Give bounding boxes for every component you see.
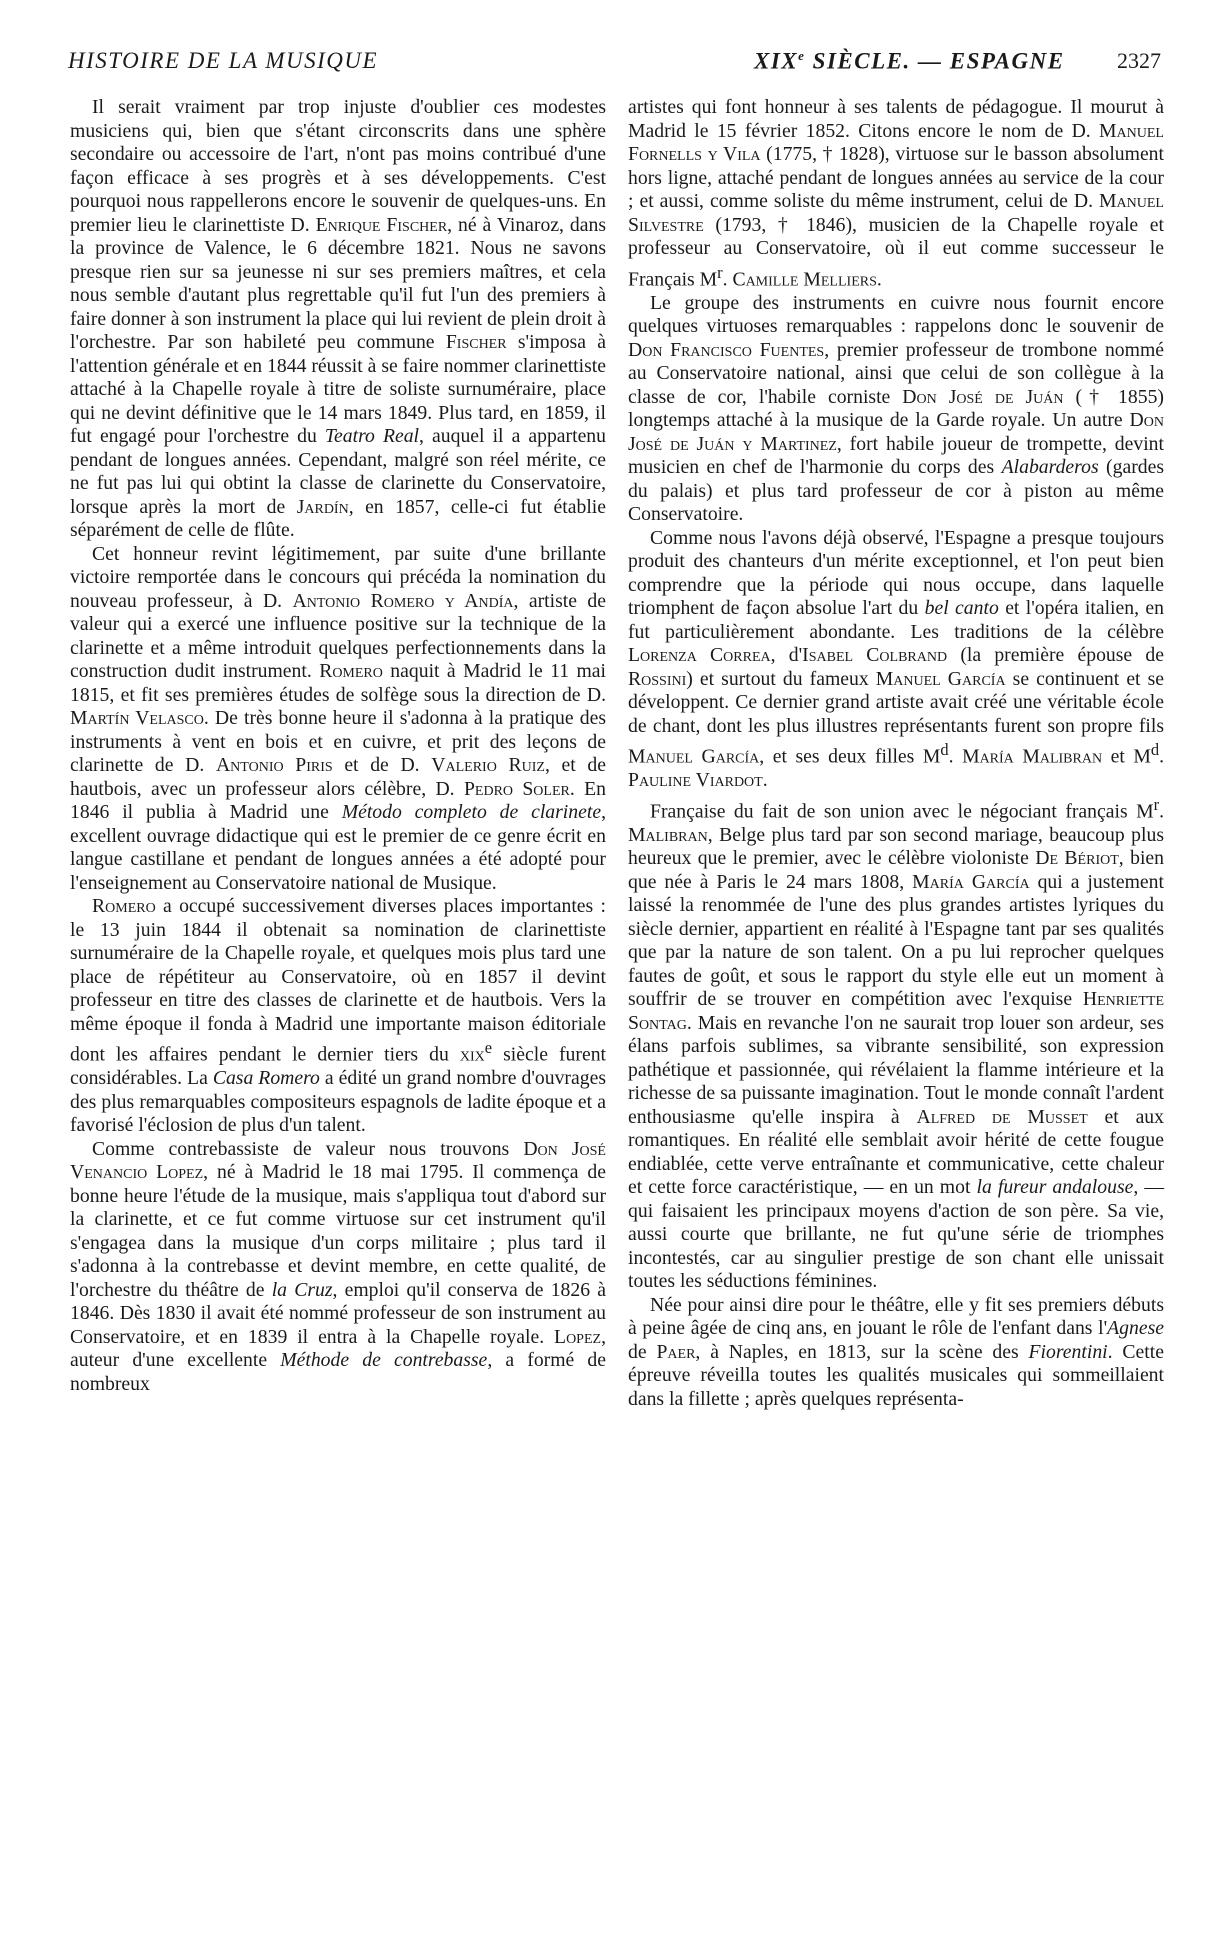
running-header: [68, 48, 1161, 84]
paragraph: Romero a occupé successivement diverses places importantes : le 13 juin 1844 il obtenait sa nomination de clarinettiste surnuméraire de la Chapelle royale, et quelques mois plus tard une place de répétiteur au Conservatoire, où en 1857 il devint professeur en titre des classes de clarinette et de hautbois. Vers la même époque il fonda à Madrid une importante maison éditoriale dont les affaires pendant le dernier tiers du xix$^e$ siècle furent considérables. La Casa Romero a édité un grand nombre d'ouvrages des plus remarquables compositeurs espagnols de ladite époque et a favorisé l'éclosion de plus d'un talent.: [70, 895, 607, 1137]
paragraph: Le groupe des instruments en cuivre nous fournit encore quelques virtuoses remarquables : rappelons donc le souvenir de Don Francisco Fuentes, premier professeur de trombone nommé au Conservatoire national, ainsi que celui de son collègue à la classe de cor, l'habile corniste Don José de Juán († 1855) longtemps attaché à la musique de la Garde royale. Un autre Don José de Juán y Martinez, fort habile joueur de trompette, devint musicien en chef de l'harmonie du corps des Alabarderos (gardes du palais) et plus tard professeur de cor à piston au même Conservatoire.: [628, 291, 1164, 526]
header-section-pre: XIX: [754, 48, 799, 74]
header-section: [754, 48, 1065, 75]
paragraph: Comme contrebassiste de valeur nous trouvons Don José Venancio Lopez, né à Madrid le 18 mai 1795. Il commença de bonne heure l'étude de la musique, mais s'appliqua tout d'abord sur la clarinette, et ce fut comme virtuose sur cet instrument qu'il s'engagea dans la musique d'un corps militaire ; plus tard il s'adonna à la contrebasse et devint membre, en cette qualité, de l'orchestre du théâtre de la Cruz, emploi qu'il conserva de 1826 à 1846. Dès 1830 il avait été nommé professeur de son instrument au Conservatoire, et en 1839 il entra à la Chapelle royale. Lopez, auteur d'une excellente Méthode de contrebasse, a formé de nombreux: [70, 1137, 607, 1395]
text-column-right: [628, 96, 1164, 1411]
header-title: HISTOIRE DE LA MUSIQUE: [68, 48, 379, 73]
paragraph: artistes qui font honneur à ses talents de pédagogue. Il mourut à Madrid le 15 février 1852. Citons encore le nom de D. Manuel Fornells y Vila (1775, † 1828), virtuose sur le basson absolument hors ligne, attaché pendant de longues années au service de la cour ; et aussi, comme soliste du même instrument, celui de D. Manuel Silvestre (1793, † 1846), musicien de la Chapelle royale et professeur au Conservatoire, où il eut comme successeur le Français $M^r$. Camille Melliers.: [628, 96, 1164, 291]
text-column-left: [70, 96, 606, 1396]
paragraph: Comme nous l'avons déjà observé, l'Espagne a presque toujours produit des chanteurs d'un mérite exceptionnel, et l'on peut bien comprendre que la période qui nous occupe, dans laquelle triomphent de façon absolue l'art du bel canto et l'opéra italien, en fut particulièrement abondante. Les traditions de la célèbre Lorenza Correa, d'Isabel Colbrand (la première épouse de Rossini) et surtout du fameux Manuel García se continuent et se développent. Ce dernier grand artiste avait créé une véritable école de chant, dont les plus illustres représentants furent son propre fils Manuel García, et ses deux filles $M^d$. María Malibran et $M^d$. Pauline Viardot.: [628, 526, 1165, 792]
paragraph: Il serait vraiment par trop injuste d'oublier ces modestes musiciens qui, bien que s'étant circonscrits dans une sphère secondaire ou accessoire de l'art, n'ont pas moins contribué d'une façon efficace à ses progrès et à ses développements. C'est pourquoi nous rappellerons encore le souvenir de quelques-uns. En premier lieu le clarinettiste D. Enrique Fischer, né à Vinaroz, dans la province de Valence, le 6 décembre 1821. Nous ne savons presque rien sur sa jeunesse ni sur ses premiers maîtres, et cela nous semble d'autant plus regrettable qu'il fut l'un des premiers à faire donner à son instrument la place qui lui revient de plein droit à l'orchestre. Par son habileté peu commune Fischer s'imposa à l'attention générale et en 1844 réussit à se faire nommer clarinettiste attaché à la Chapelle royale à titre de soliste surnuméraire, place qui ne devint définitive que le 14 mars 1849. Plus tard, en 1859, il fut engagé pour l'orchestre du Teatro Real, auquel il a appartenu pendant de longues années. Cependant, malgré son réel mérite, ce ne fut pas lui qui obtint la classe de clarinette du Conservatoire, lorsque après la mort de Jardín, en 1857, celle-ci fut établie séparément de celle de flûte.: [70, 96, 606, 541]
header-section-sup: e: [798, 48, 806, 63]
header-section-post: SIÈCLE. — ESPAGNE: [805, 48, 1065, 74]
paragraph: Née pour ainsi dire pour le théâtre, elle y fit ses premiers débuts à peine âgée de cinq ans, en jouant le rôle de l'enfant dans l'Agnese de Paer, à Naples, en 1813, sur la scène des Fiorentini. Cette épreuve réveilla toutes les qualités musicales qui sommeillaient dans la fillette ; après quelques représenta-: [628, 1293, 1164, 1410]
page-number: 2327: [1117, 48, 1161, 73]
paragraph: Cet honneur revint légitimement, par suite d'une brillante victoire remportée dans le concours qui précéda la nomination du nouveau professeur, à D. Antonio Romero y Andía, artiste de valeur qui a exercé une influence positive sur la technique de la clarinette et a même introduit quelques perfectionnements dans la construction dudit instrument. Romero naquit à Madrid le 11 mai 1815, et fit ses premières études de solfège sous la direction de D. Martín Velasco. De très bonne heure il s'adonna à la pratique des instruments à vent en bois et en cuivre, et prit des leçons de clarinette de D. Antonio Piris et de D. Valerio Ruiz, et de hautbois, avec un professeur alors célèbre, D. Pedro Soler. En 1846 il publia à Madrid une Método completo de clarinete, excellent ouvrage didactique qui est le premier de ce genre écrit en langue castillane et pendant de longues années a été adopté pour l'enseignement au Conservatoire national de Musique.: [70, 542, 606, 894]
paragraph: Française du fait de son union avec le négociant français $M^r$. Malibran, Belge plus tard par son second mariage, beaucoup plus heureux que le premier, avec le célèbre violoniste De Bériot, bien que née à Paris le 24 mars 1808, María García qui a justement laissé la renommée de l'une des plus grandes artistes lyriques du siècle dernier, appartient en réalité à l'Espagne tant par ses qualités que par la nature de son talent. On a pu lui reprocher quelques fautes de goût, et sous le rapport du style elle eut un moment à souffrir de se trouver en compétition avec l'exquise Henriette Sontag. Mais en revanche l'on ne saurait trop louer son ardeur, ses élans parfois sublimes, sa vibrante sensibilité, son expression pathétique et passionnée, qui révélaient la flamme intérieure et la richesse de sa puissante imagination. Tout le monde connaît l'ardent enthousiasme qu'elle inspira à Alfred de Musset et aux romantiques. En réalité elle semblait avoir hérité de cette fougue endiablée, cette verve entraînante et communicative, cette chaleur et cette force caractéristique, — en un mot la fureur andalouse, — qui faisaient les principaux moyens d'action de son père. Sa vie, aussi courte que brillante, ne fut qu'une série de triomphes incontestés, car au singulier prestige de son chant elle unissait toutes les séductions féminines.: [628, 794, 1165, 1293]
